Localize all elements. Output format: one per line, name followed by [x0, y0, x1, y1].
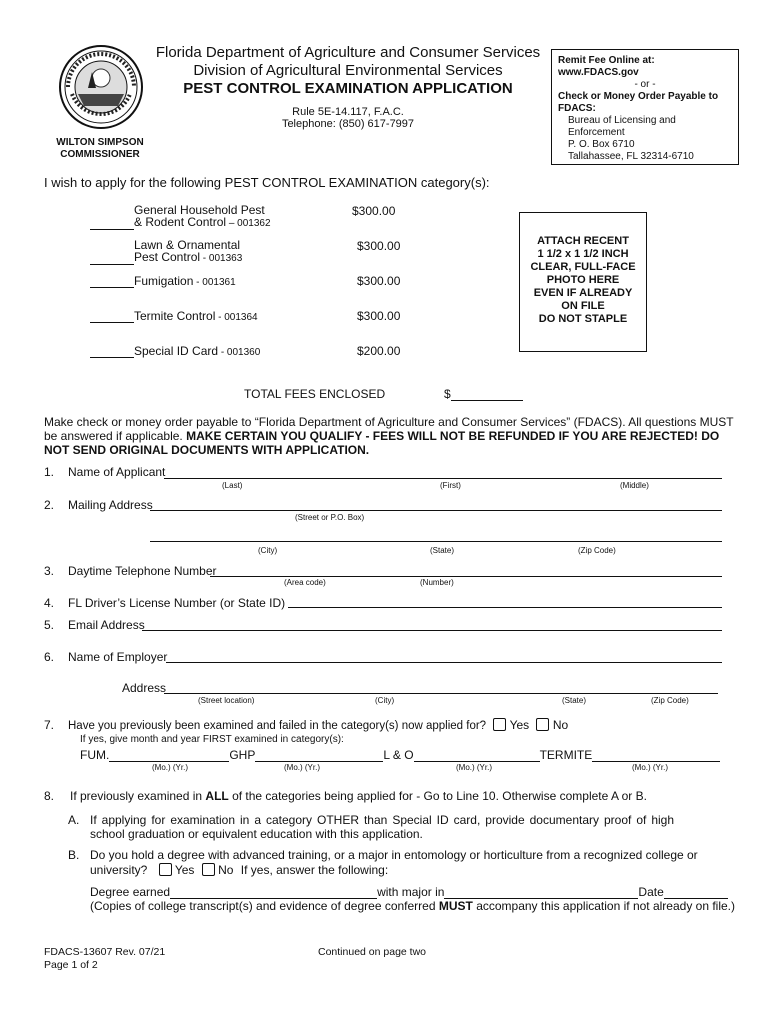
q5-label: Email Address: [68, 618, 145, 632]
q8b-text-line3: If yes, answer the following:: [240, 863, 389, 877]
category-name-line2: & Rodent Control: [134, 215, 227, 229]
q7-ghp-caption: (Mo.) (Yr.): [284, 763, 320, 772]
category-fee: $300.00: [352, 204, 396, 218]
category-intro: I wish to apply for the following PEST CONTROL EXAMINATION category(s):: [44, 175, 490, 190]
category-code: - 001360: [218, 347, 261, 358]
q8b-number: B.: [68, 848, 80, 862]
photo-box-line: 1 1/2 x 1 1/2 INCH: [537, 248, 629, 260]
q8b-yes-label: Yes: [174, 863, 195, 877]
division-name: Division of Agricultural Environmental Services: [193, 62, 503, 79]
instructions-warning: MAKE CERTAIN YOU QUALIFY - FEES WILL NOT BE REFUNDED IF YOU ARE REJECTED! DO NOT SEND ORIGINAL DOCUMENTS WITH APPLICATION.: [44, 429, 720, 457]
q1-first-caption: (First): [440, 481, 461, 490]
q6-address-label: Address: [122, 681, 167, 695]
q7-lo-label: L & O: [383, 748, 414, 762]
category-fee: $300.00: [357, 309, 401, 323]
q8-text-post: of the categories being applied for - Go to Line 10. Otherwise complete A or B.: [228, 789, 647, 803]
category-code: – 001362: [226, 218, 271, 229]
degree-label: Degree earned: [90, 885, 171, 899]
q3-label: Daytime Telephone Number: [68, 564, 217, 578]
category-row: [90, 344, 420, 358]
copies-note-must: MUST: [438, 899, 473, 913]
photo-box-line: PHOTO HERE: [546, 274, 620, 286]
q6-number: 6.: [44, 650, 55, 664]
q8-number: 8.: [44, 789, 55, 803]
q1-label: Name of Applicant: [68, 465, 166, 479]
q8-text-all: ALL: [205, 789, 229, 803]
q1-number: 1.: [44, 465, 55, 479]
q1-middle-caption: (Middle): [620, 481, 649, 490]
q3-number: 3.: [44, 564, 55, 578]
category-row: [90, 204, 420, 230]
q6-label: Name of Employer: [68, 650, 168, 664]
q7-fum-caption: (Mo.) (Yr.): [152, 763, 188, 772]
q2-number: 2.: [44, 498, 55, 512]
remit-online-label: Remit Fee Online at:: [558, 55, 655, 66]
q8b-no-checkbox[interactable]: [202, 863, 215, 876]
employer-address-field[interactable]: [164, 693, 718, 694]
q8b-no-label: No: [218, 863, 234, 877]
category-name: Termite Control: [134, 309, 216, 323]
q7-lo-caption: (Mo.) (Yr.): [456, 763, 492, 772]
q2-zip-caption: (Zip Code): [578, 546, 616, 555]
check-payable-label: Check or Money Order Payable to FDACS:: [558, 91, 719, 114]
q2-state-caption: (State): [430, 546, 455, 555]
q6-zip-caption: (Zip Code): [651, 696, 689, 705]
category-fee: $200.00: [357, 344, 401, 358]
q7-fum-label: FUM.: [80, 748, 110, 762]
q8a-number: A.: [68, 813, 80, 827]
photo-box-line: EVEN IF ALREADY: [533, 287, 633, 299]
date-label: Date: [638, 885, 664, 899]
photo-box: [519, 212, 647, 352]
category-row: [90, 239, 420, 265]
category-checkline[interactable]: [90, 310, 134, 323]
instructions-text: Make check or money order payable to “Florida Department of Agriculture and Consumer Services” (FDACS). All questions MUST be answered if applicable.: [44, 415, 734, 443]
category-row: [90, 274, 420, 288]
commissioner-name: WILTON SIMPSON: [56, 137, 144, 148]
category-code: - 001364: [215, 312, 258, 323]
category-checkline[interactable]: [90, 275, 134, 288]
category-checkline[interactable]: [90, 217, 134, 230]
q4-label: FL Driver’s License Number (or State ID): [68, 596, 286, 610]
q7-lo-date-field[interactable]: [414, 749, 540, 762]
q8b-text-line2: university?: [90, 863, 148, 877]
continued-note: Continued on page two: [318, 946, 426, 958]
total-fees-label: TOTAL FEES ENCLOSED: [244, 387, 386, 401]
category-checkline[interactable]: [90, 252, 134, 265]
q8b-text-line1: Do you hold a degree with advanced training, or a major in entomology or horticulture from a recognized college or: [90, 848, 698, 862]
page-number: Page 1 of 2: [44, 959, 98, 971]
q7-ghp-label: GHP: [229, 748, 256, 762]
q6-state-caption: (State): [562, 696, 587, 705]
q4-number: 4.: [44, 596, 55, 610]
q7-no-checkbox[interactable]: [536, 718, 549, 731]
remit-or: - or -: [634, 79, 656, 90]
q1-last-caption: (Last): [222, 481, 243, 490]
copies-note-pre: (Copies of college transcript(s) and evidence of degree conferred: [90, 899, 439, 913]
q5-number: 5.: [44, 618, 55, 632]
applicant-name-field[interactable]: [164, 478, 722, 479]
q7-no-label: No: [552, 718, 569, 732]
commissioner-title: COMMISSIONER: [60, 149, 140, 160]
category-code: - 001363: [200, 253, 243, 264]
q8b-yes-checkbox[interactable]: [159, 863, 172, 876]
degree-field[interactable]: [170, 886, 377, 899]
remit-address-line2: P. O. Box 6710: [568, 139, 635, 150]
q2-label: Mailing Address: [68, 498, 153, 512]
employer-name-field[interactable]: [166, 662, 722, 663]
photo-box-line: ON FILE: [561, 300, 605, 312]
q3-number-caption: (Number): [420, 578, 454, 587]
q3-area-caption: (Area code): [284, 578, 326, 587]
category-checkline[interactable]: [90, 345, 134, 358]
photo-box-line: ATTACH RECENT: [537, 235, 629, 247]
category-name: General Household Pest: [134, 203, 265, 217]
category-fee: $300.00: [357, 274, 401, 288]
q2-city-caption: (City): [258, 546, 278, 555]
instructions: [44, 415, 734, 457]
category-row: [90, 309, 420, 323]
photo-box-line: DO NOT STAPLE: [538, 313, 628, 325]
category-code: - 001361: [193, 277, 236, 288]
q7-label: Have you previously been examined and failed in the category(s) now applied for?: [68, 720, 487, 732]
telephone-field[interactable]: [210, 576, 722, 577]
remit-address-line1: Bureau of Licensing and Enforcement: [568, 115, 676, 138]
q8a-text: If applying for examination in a category OTHER than Special ID card, provide documentary proof of high school graduation or equivalent education with this application.: [90, 813, 674, 841]
photo-box-line: CLEAR, FULL-FACE: [530, 261, 636, 273]
remit-box: [551, 49, 739, 165]
category-name: Fumigation: [134, 274, 194, 288]
category-fee: $300.00: [357, 239, 401, 253]
copies-note-post: accompany this application if not already on file.): [472, 899, 736, 913]
q8-text-pre: If previously examined in: [70, 789, 206, 803]
q7-yes-label: Yes: [509, 718, 530, 732]
category-name-line2: Pest Control: [134, 250, 201, 264]
total-dollar-sign: $: [444, 387, 451, 401]
major-field[interactable]: [444, 886, 638, 899]
mailing-address-field[interactable]: [150, 510, 722, 511]
q6-street-caption: (Street location): [198, 696, 255, 705]
rule-citation: Rule 5E-14.117, F.A.C.: [292, 106, 404, 118]
q2-street-caption: (Street or P.O. Box): [295, 513, 365, 522]
q7-note: If yes, give month and year FIRST examined in category(s):: [80, 734, 344, 745]
total-fees-field[interactable]: [451, 388, 523, 401]
q7-termite-label: TERMITE: [539, 748, 593, 762]
drivers-license-field[interactable]: [288, 607, 722, 608]
major-label: with major in: [377, 885, 445, 899]
email-field[interactable]: [142, 630, 722, 631]
page-title: PEST CONTROL EXAMINATION APPLICATION: [183, 80, 513, 97]
mailing-city-state-zip-field[interactable]: [150, 541, 722, 542]
q7-fum-date-field[interactable]: [109, 749, 229, 762]
category-name: Special ID Card: [134, 344, 219, 358]
telephone: Telephone: (850) 617-7997: [281, 118, 415, 130]
q7-ghp-date-field[interactable]: [255, 749, 383, 762]
q7-yes-checkbox[interactable]: [493, 718, 506, 731]
form-number: FDACS-13607 Rev. 07/21: [44, 946, 166, 958]
date-field[interactable]: [664, 886, 728, 899]
category-name: Lawn & Ornamental: [134, 238, 241, 252]
q7-termite-date-field[interactable]: [592, 749, 720, 762]
remit-url: www.FDACS.gov: [558, 67, 639, 78]
q7-termite-caption: (Mo.) (Yr.): [632, 763, 668, 772]
remit-address-line3: Tallahassee, FL 32314-6710: [568, 151, 694, 162]
q6-city-caption: (City): [375, 696, 395, 705]
q7-number: 7.: [44, 718, 55, 732]
department-name: Florida Department of Agriculture and Consumer Services: [155, 44, 541, 61]
